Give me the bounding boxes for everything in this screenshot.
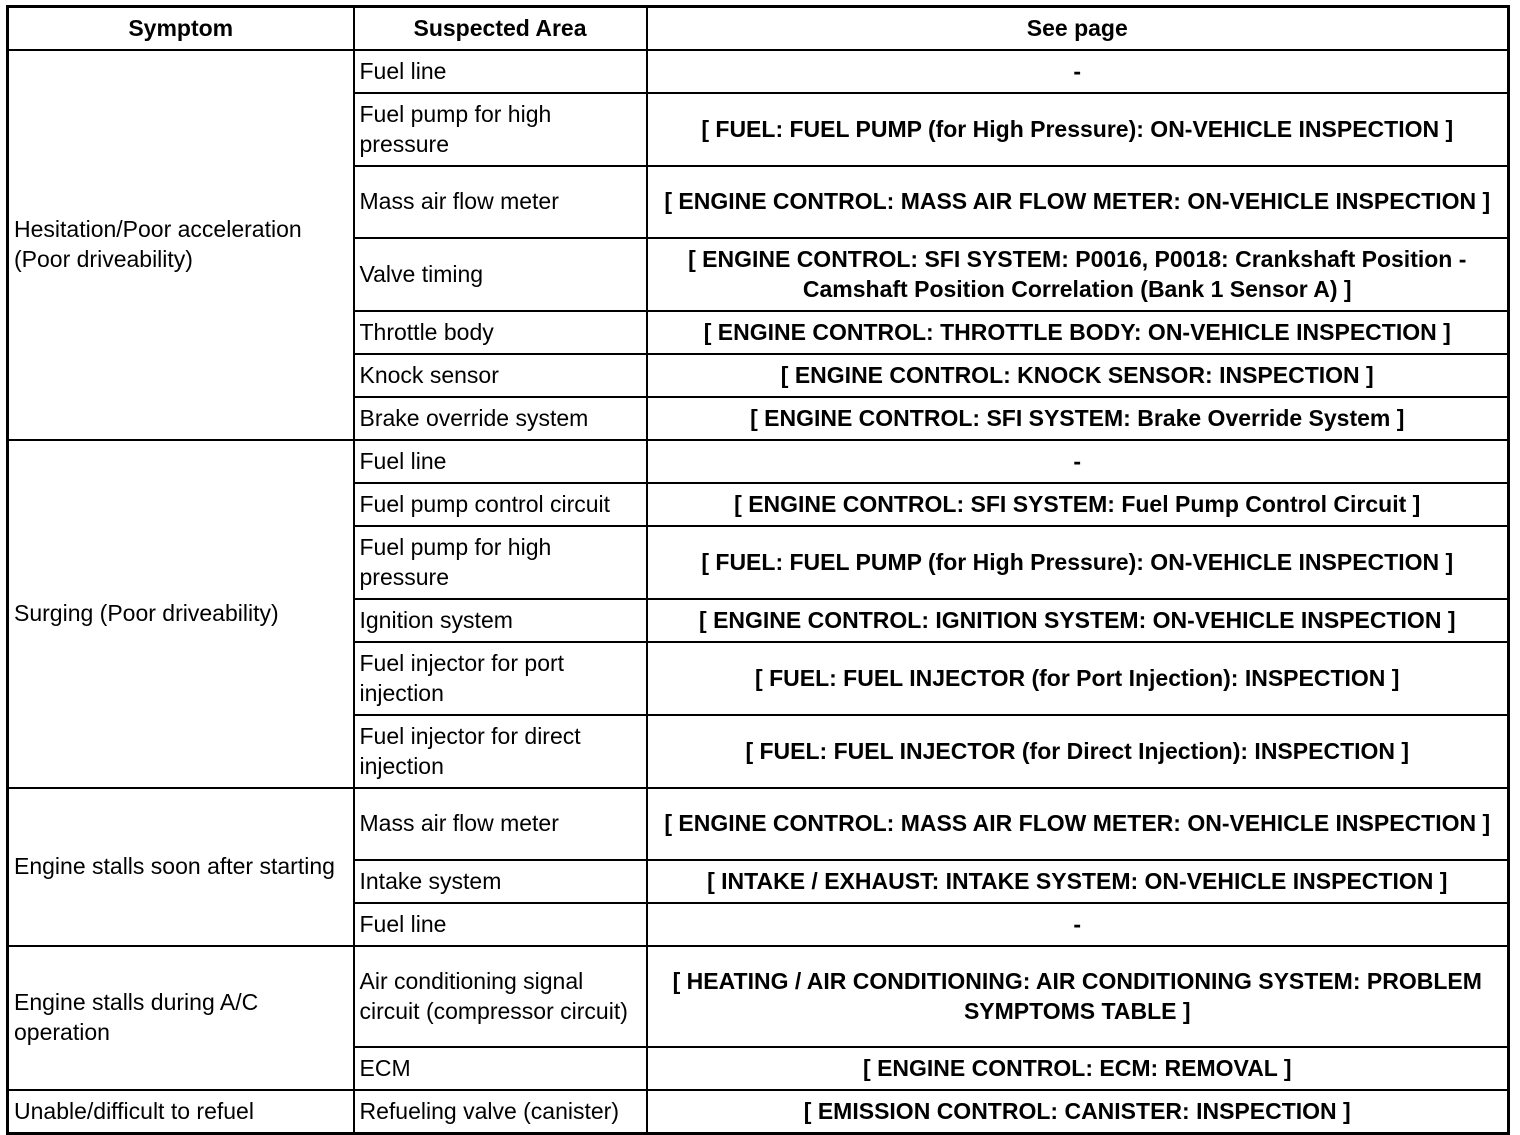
see-page-link[interactable]: [ HEATING / AIR CONDITIONING: AIR CONDITIONING SYSTEM: PROBLEM SYMPTOMS TABLE ] — [647, 946, 1509, 1047]
header-suspected-area: Suspected Area — [354, 7, 647, 50]
see-page-link[interactable]: [ INTAKE / EXHAUST: INTAKE SYSTEM: ON-VEHICLE INSPECTION ] — [647, 860, 1509, 903]
see-page-link[interactable]: [ FUEL: FUEL INJECTOR (for Port Injection): INSPECTION ] — [647, 642, 1509, 715]
header-see-page: See page — [647, 7, 1509, 50]
header-symptom: Symptom — [8, 7, 354, 50]
symptom-cell: Surging (Poor driveability) — [8, 440, 354, 788]
symptom-cell: Engine stalls during A/C operation — [8, 946, 354, 1090]
suspected-area-cell: Fuel pump for high pressure — [354, 526, 647, 599]
suspected-area-cell: Air conditioning signal circuit (compressor circuit) — [354, 946, 647, 1047]
header-row — [8, 7, 1509, 50]
see-page-link[interactable]: [ FUEL: FUEL PUMP (for High Pressure): ON-VEHICLE INSPECTION ] — [647, 93, 1509, 166]
suspected-area-cell: Fuel injector for direct injection — [354, 715, 647, 788]
table-row — [8, 440, 1509, 483]
suspected-area-cell: ECM — [354, 1047, 647, 1090]
see-page-link[interactable]: [ FUEL: FUEL INJECTOR (for Direct Injection): INSPECTION ] — [647, 715, 1509, 788]
suspected-area-cell: Throttle body — [354, 311, 647, 354]
see-page-link[interactable]: [ ENGINE CONTROL: THROTTLE BODY: ON-VEHICLE INSPECTION ] — [647, 311, 1509, 354]
suspected-area-cell: Knock sensor — [354, 354, 647, 397]
see-page-link[interactable]: [ ENGINE CONTROL: MASS AIR FLOW METER: ON-VEHICLE INSPECTION ] — [647, 166, 1509, 238]
see-page-link[interactable]: [ EMISSION CONTROL: CANISTER: INSPECTION ] — [647, 1090, 1509, 1134]
suspected-area-cell: Refueling valve (canister) — [354, 1090, 647, 1134]
suspected-area-cell: Fuel line — [354, 903, 647, 946]
table-row — [8, 50, 1509, 93]
symptoms-table-container — [6, 5, 1507, 1135]
see-page-link[interactable]: [ ENGINE CONTROL: IGNITION SYSTEM: ON-VEHICLE INSPECTION ] — [647, 599, 1509, 642]
suspected-area-cell: Fuel line — [354, 440, 647, 483]
table-row — [8, 946, 1509, 1047]
suspected-area-cell: Mass air flow meter — [354, 788, 647, 860]
see-page-cell: - — [647, 440, 1509, 483]
see-page-link[interactable]: [ FUEL: FUEL PUMP (for High Pressure): ON-VEHICLE INSPECTION ] — [647, 526, 1509, 599]
suspected-area-cell: Valve timing — [354, 238, 647, 311]
suspected-area-cell: Mass air flow meter — [354, 166, 647, 238]
table-row — [8, 1090, 1509, 1134]
suspected-area-cell: Fuel pump for high pressure — [354, 93, 647, 166]
suspected-area-cell: Brake override system — [354, 397, 647, 440]
see-page-link[interactable]: [ ENGINE CONTROL: MASS AIR FLOW METER: ON-VEHICLE INSPECTION ] — [647, 788, 1509, 860]
suspected-area-cell: Fuel pump control circuit — [354, 483, 647, 526]
symptom-cell: Engine stalls soon after starting — [8, 788, 354, 946]
suspected-area-cell: Fuel line — [354, 50, 647, 93]
see-page-link[interactable]: [ ENGINE CONTROL: SFI SYSTEM: Fuel Pump Control Circuit ] — [647, 483, 1509, 526]
problem-symptoms-table — [6, 5, 1510, 1135]
suspected-area-cell: Ignition system — [354, 599, 647, 642]
suspected-area-cell: Intake system — [354, 860, 647, 903]
symptom-cell: Unable/difficult to refuel — [8, 1090, 354, 1134]
suspected-area-cell: Fuel injector for port injection — [354, 642, 647, 715]
see-page-link[interactable]: [ ENGINE CONTROL: SFI SYSTEM: Brake Override System ] — [647, 397, 1509, 440]
see-page-link[interactable]: [ ENGINE CONTROL: ECM: REMOVAL ] — [647, 1047, 1509, 1090]
table-row — [8, 788, 1509, 860]
see-page-link[interactable]: [ ENGINE CONTROL: KNOCK SENSOR: INSPECTION ] — [647, 354, 1509, 397]
see-page-link[interactable]: [ ENGINE CONTROL: SFI SYSTEM: P0016, P0018: Crankshaft Position - Camshaft Position Correlation (Bank 1 Sensor A) ] — [647, 238, 1509, 311]
see-page-cell: - — [647, 903, 1509, 946]
symptom-cell: Hesitation/Poor acceleration (Poor driveability) — [8, 50, 354, 440]
see-page-cell: - — [647, 50, 1509, 93]
